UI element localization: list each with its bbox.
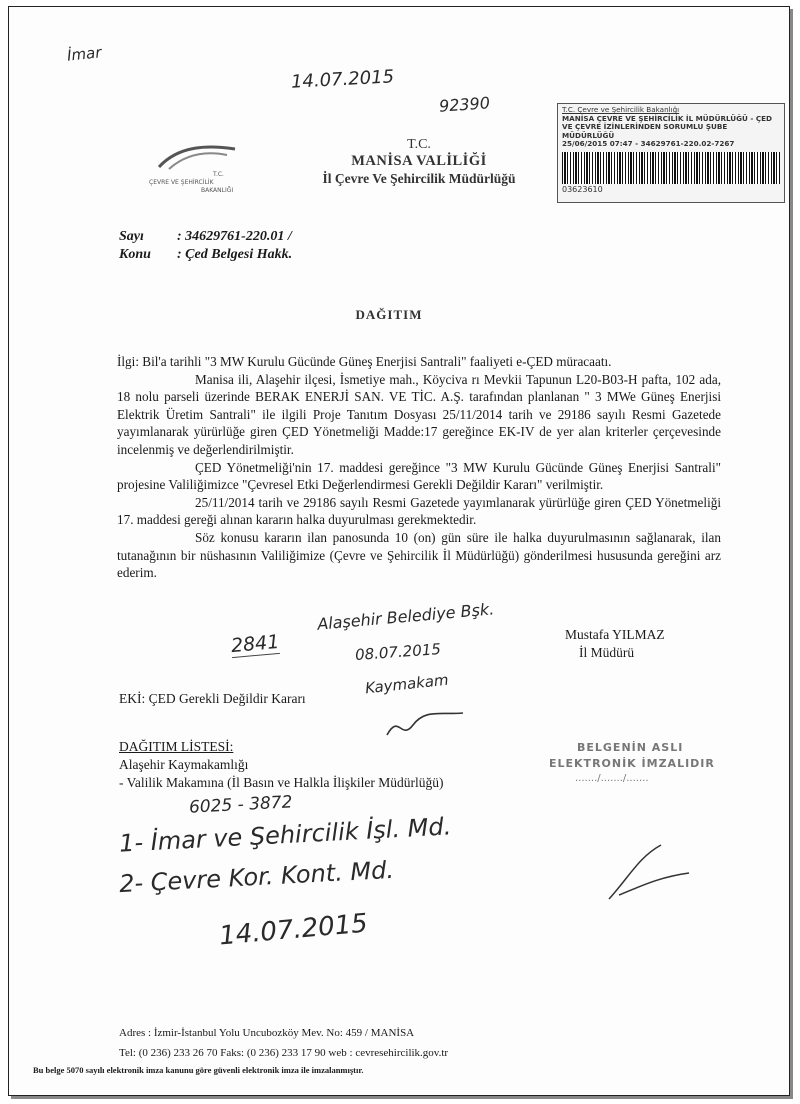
handwritten-kaymakam: Kaymakam: [364, 670, 450, 698]
distribution-item: Alaşehir Kaymakamlığı: [119, 757, 249, 772]
handwritten-date-mid: 08.07.2015: [354, 640, 442, 664]
registration-stamp: [557, 103, 785, 203]
stamp-line2: MANİSA ÇEVRE VE ŞEHİRCİLİK İL MÜDÜRLÜĞÜ - ÇED VE ÇEVRE İZİNLERİNDEN SORUMLU ŞUBE MÜDÜRLÜĞÜ: [562, 113, 773, 140]
handwritten-belediye: Alaşehir Belediye Bşk.: [316, 599, 495, 634]
signer-title: İl Müdürü: [579, 645, 635, 660]
paragraph-1: Manisa ili, Alaşehir ilçesi, İsmetiye mah., Köyciva rı Mevkii Tapunun L20-B03-H pafta, 102 ada, 18 nolu parseli üzerinde BERAK ENERJİ SAN. VE TİC. A.Ş. tarafından planlanan " 3 MWe Güneş Enerjisi Elektrik Üretim Santrali" ile ilgili Proje Tanıtım Dosyası 25/11/2014 tarih ve 29186 sayılı Resmi Gazetede yayımlanarak yürürlüğe giren ÇED Yönetmeliği Madde:17 gereğince EK-IV de yer alan kriterler çerçevesinde incelenmiş ve değerlendirilmiştir.: [117, 371, 721, 457]
distribution-item: - Valilik Makamına (İl Basın ve Halkla İlişkiler Müdürlüğü): [119, 775, 444, 790]
barcode: [562, 152, 780, 184]
footer-address: Adres : İzmir-İstanbul Yolu Uncubozköy Mev. No: 459 / MANİSA: [119, 1027, 415, 1039]
paragraph-ilgi: İlgi: Bil'a tarihli "3 MW Kurulu Gücünde Güneş Enerjisi Santrali" faaliyeti e-ÇED müracaatı.: [117, 354, 612, 369]
konu-value: : Çed Belgesi Hakk.: [177, 247, 293, 262]
handwritten-number: 2841: [230, 630, 281, 658]
document-page: [8, 6, 790, 1096]
footer-notice: Bu belge 5070 sayılı elektronik imza kanunu göre güvenli elektronik imza ile imzalanmıştır.: [33, 1065, 364, 1075]
signature-scribble-icon: [379, 705, 469, 745]
handwritten-ref: 6025 - 3872: [188, 792, 293, 818]
handwritten-item1: 1- İmar ve Şehircilik İşl. Md.: [118, 812, 452, 858]
stamp-line1: T.C. Çevre ve Şehircilik Bakanlığı: [562, 105, 680, 114]
eimza-line3: ......./......./.......: [575, 773, 649, 784]
konu-label: Konu: [119, 247, 151, 262]
letter-body: [117, 353, 721, 582]
ministry-logo: [139, 141, 249, 201]
signer-name: Mustafa YILMAZ: [565, 627, 665, 642]
sayi-label: Sayı: [119, 229, 144, 244]
logo-sub: BAKANLIĞI: [201, 187, 234, 194]
footer-tel: Tel: (0 236) 233 26 70 Faks: (0 236) 233 17 90 web : cevresehircilik.gov.tr: [119, 1047, 449, 1059]
header-title: MANİSA VALİLİĞİ: [351, 153, 487, 169]
header-subtitle: İl Çevre Ve Şehircilik Müdürlüğü: [322, 171, 516, 186]
handwritten-item2: 2- Çevre Kor. Kont. Md.: [118, 855, 395, 899]
stamp-number: 03623610: [562, 185, 603, 194]
attachment-line: EKİ: ÇED Gerekli Değildir Kararı: [119, 691, 306, 706]
logo-name: ÇEVRE VE ŞEHİRCİLİK: [149, 179, 214, 186]
distribution-heading: DAĞITIM: [355, 307, 423, 322]
sayi-value: : 34629761-220.01 /: [177, 229, 292, 244]
eimza-line2: ELEKTRONİK İMZALIDIR: [549, 757, 715, 770]
paragraph-3: 25/11/2014 tarih ve 29186 sayılı Resmi Gazetede yayımlanarak yürürlüğe giren ÇED Yönetmeliği 17. maddesi gereği alınan kararın halka duyurulması gerekmektedir.: [117, 494, 721, 528]
paragraph-4: Söz konusu kararın ilan panosunda 10 (on) gün süre ile halka duyurulmasının sağlanarak, ilan tutanağının bir nüshasının Valiliğimize (Çevre ve Şehircilik İl Müdürlüğü) gönderilmesi hususunda gereğini arz ederim.: [117, 529, 721, 581]
handwritten-imar-note: İmar: [66, 43, 103, 65]
eimza-line1: BELGENİN ASLI: [577, 741, 684, 754]
paragraph-2: ÇED Yönetmeliği'nin 17. maddesi gereğince "3 MW Kurulu Gücünde Güneş Enerjisi Santrali" projesine Valiliğimizce "Çevresel Etki Değerlendirmesi Gerekli Değildir Kararı" verilmiştir.: [117, 459, 721, 493]
signature-scribble-icon: [599, 837, 699, 907]
handwritten-date-bottom: 14.07.2015: [217, 908, 369, 952]
stamp-line3: 25/06/2015 07:47 - 34629761-220.02-7267: [562, 139, 735, 149]
logo-tc: T.C.: [213, 171, 224, 178]
handwritten-code-top: 92390: [438, 93, 491, 116]
header-tc: T.C.: [407, 137, 431, 152]
swirl-logo-icon: [139, 141, 249, 175]
handwritten-date-top: 14.07.2015: [290, 66, 395, 93]
distribution-list-title: DAĞITIM LİSTESİ:: [119, 739, 234, 754]
